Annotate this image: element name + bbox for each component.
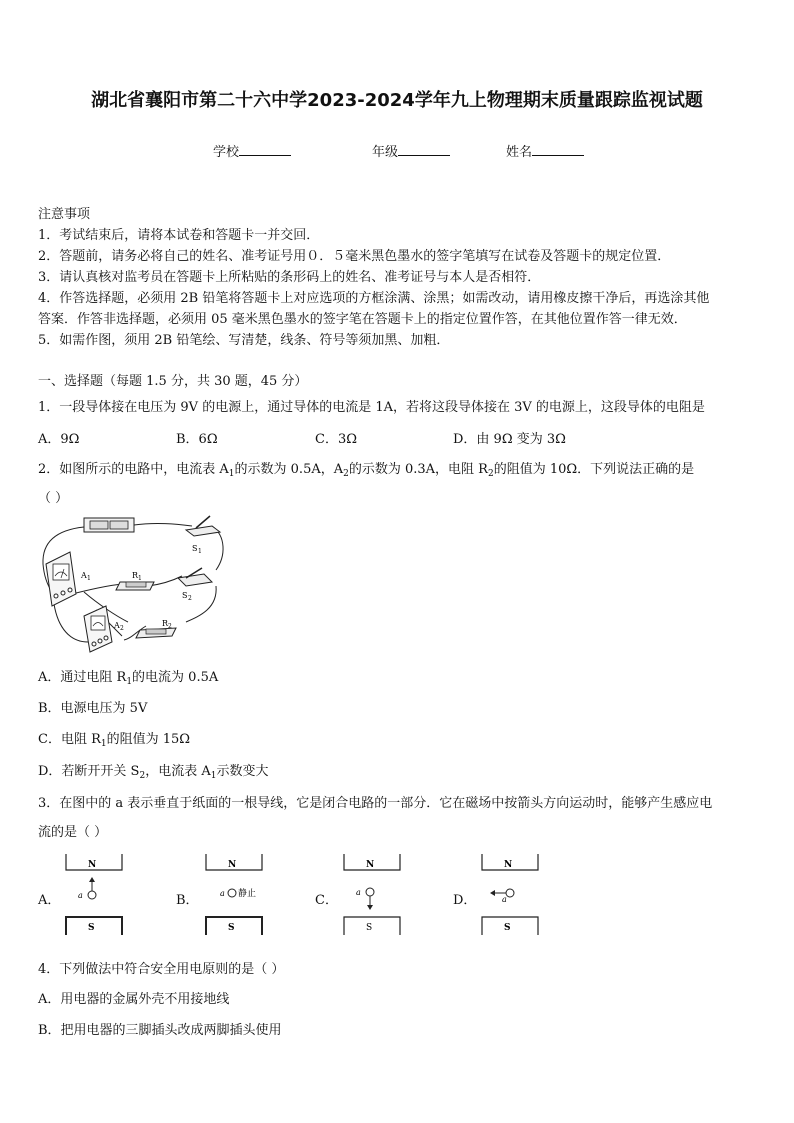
label-r1: R <box>132 571 139 580</box>
q2-option-part: A．通过电阻 R <box>38 670 127 685</box>
q2-stem-part: 的示数为 0.3A，电阻 R <box>348 462 488 477</box>
north-label: N <box>228 860 237 870</box>
label-a1-sub: 1 <box>87 575 91 582</box>
q2-stem-part: 的示数为 0.5A，A <box>234 462 344 477</box>
q3-option-c-figure <box>340 850 410 940</box>
switch-s1 <box>186 516 220 555</box>
q2-stem-part: 2．如图所示的电路中，电流表 A <box>38 462 229 477</box>
south-label: S <box>228 923 235 933</box>
q2-option-part: D．若断开开关 S <box>38 764 140 779</box>
field-grade-blank <box>398 143 450 156</box>
q2-option-part: C．电阻 R <box>38 732 101 747</box>
q2-circuit-diagram <box>36 512 236 656</box>
label-s2-sub: 2 <box>188 595 192 602</box>
q1-stem: 1．一段导体接在电压为 9V 的电源上，通过导体的电流是 1A，若将这段导体接在 3V 的电源上，这段导体的电阻是 <box>38 400 705 415</box>
q2-option-part: ，电流表 A <box>145 764 211 779</box>
q1-option-d: D．由 9Ω 变为 3Ω <box>453 432 566 447</box>
label-a2: A <box>114 621 120 630</box>
q3-option-d-figure <box>478 850 548 940</box>
still-label: 静止 <box>238 889 257 899</box>
battery-pack <box>84 518 134 532</box>
field-name-label: 姓名 <box>506 145 533 160</box>
q2-option-part: 示数变大 <box>216 764 269 779</box>
field-school-blank <box>239 143 291 156</box>
field-grade <box>372 141 450 160</box>
q4-option-b: B．把用电器的三脚插头改成两脚插头使用 <box>38 1023 282 1038</box>
label-r2-sub: 2 <box>168 623 172 630</box>
q4-option-a: A．用电器的金属外壳不用接地线 <box>38 992 230 1007</box>
q3-option-a-figure <box>62 850 132 940</box>
circuit-wire <box>134 523 192 526</box>
q1-option-a: A．9Ω <box>38 432 80 447</box>
wire-label: a <box>78 891 83 900</box>
subscript: 2 <box>487 469 494 479</box>
q3-stem-line2: 流的是（ ） <box>38 825 108 840</box>
q1-option-c: C．3Ω <box>315 432 357 447</box>
q3-stem-line1: 3．在图中的 a 表示垂直于纸面的一根导线，它是闭合电路的一部分．它在磁场中按箭头方向运动时，能够产生感应电 <box>38 796 713 811</box>
resistor-r1 <box>116 571 154 590</box>
field-school-label: 学校 <box>213 145 240 160</box>
label-s2: S <box>182 591 188 600</box>
q2-option-a <box>38 666 218 685</box>
subscript: 2 <box>343 469 349 479</box>
wire-a <box>506 889 514 897</box>
q2-stem <box>38 458 694 477</box>
north-label: N <box>88 860 97 870</box>
subscript: 1 <box>126 677 133 687</box>
q2-option-c <box>38 728 190 747</box>
wire-a <box>366 888 374 896</box>
q3-option-c-label: C． <box>315 893 338 908</box>
subscript: 1 <box>100 739 107 749</box>
wire-a <box>228 889 236 897</box>
q2-paren: （ ） <box>38 491 69 506</box>
q1-option-b: B．6Ω <box>176 432 218 447</box>
label-s1: S <box>192 544 198 553</box>
label-a2-sub: 2 <box>120 625 124 632</box>
wire-label: a <box>502 895 507 904</box>
subscript: 1 <box>210 771 217 781</box>
q2-option-d <box>38 760 268 779</box>
q3-option-a-label: A． <box>38 893 61 908</box>
section-heading: 一、选择题（每题 1.5 分，共 30 题，45 分） <box>38 374 308 389</box>
wire-label: a <box>220 889 225 898</box>
q2-option-part: 的电流为 0.5A <box>132 670 219 685</box>
switch-s2 <box>178 568 212 602</box>
subscript: 2 <box>139 771 146 781</box>
subscript: 1 <box>228 469 235 479</box>
field-name-blank <box>532 143 584 156</box>
notice-item: 1．考试结束后，请将本试卷和答题卡一并交回． <box>38 228 320 243</box>
south-label: S <box>88 923 95 933</box>
q3-option-b-label: B． <box>176 893 199 908</box>
wire-a <box>88 891 96 899</box>
circuit-wire <box>186 586 216 622</box>
q4-stem: 4．下列做法中符合安全用电原则的是（ ） <box>38 962 285 977</box>
q3-option-d-label: D． <box>453 893 477 908</box>
notice-item: 答案．作答非选择题，必须用 05 毫米黑色墨水的签字笔在答题卡上的指定位置作答，在其他位置作答一律无效． <box>38 312 687 327</box>
south-label: S <box>366 923 373 933</box>
q2-option-part: 的阻值为 15Ω <box>106 732 191 747</box>
south-label: S <box>504 923 511 933</box>
notice-heading: 注意事项 <box>38 207 91 222</box>
label-r2: R <box>162 619 169 628</box>
notice-item: 5．如需作图，须用 2B 铅笔绘、写清楚，线条、符号等须加黑、加粗． <box>38 333 450 348</box>
north-label: N <box>366 860 375 870</box>
label-a1: A <box>81 571 87 580</box>
wire-label: a <box>356 888 361 897</box>
field-name <box>506 141 584 160</box>
ammeter-a1 <box>46 552 91 606</box>
page-title: 湖北省襄阳市第二十六中学2023-2024学年九上物理期末质量跟踪监视试题 <box>91 90 703 111</box>
q2-stem-part: 的阻值为 10Ω．下列说法正确的是 <box>493 462 695 477</box>
circuit-wire <box>54 604 88 642</box>
label-r1-sub: 1 <box>138 575 142 582</box>
q3-option-b-figure <box>202 850 272 940</box>
ammeter-a2 <box>84 606 124 652</box>
label-s1-sub: 1 <box>198 548 202 555</box>
field-grade-label: 年级 <box>372 145 399 160</box>
north-label: N <box>504 860 513 870</box>
notice-item: 2．答题前，请务必将自己的姓名、准考证号用０．５毫米黑色墨水的签字笔填写在试卷及答题卡的规定位置． <box>38 249 671 264</box>
q2-option-b: B．电源电压为 5V <box>38 701 148 716</box>
notice-item: 3．请认真核对监考员在答题卡上所粘贴的条形码上的姓名、准考证号与本人是否相符． <box>38 270 541 285</box>
notice-item: 4．作答选择题，必须用 2B 铅笔将答题卡上对应选项的方框涂满、涂黑；如需改动，请用橡皮擦干净后，再选涂其他 <box>38 291 710 306</box>
field-school <box>213 141 291 160</box>
